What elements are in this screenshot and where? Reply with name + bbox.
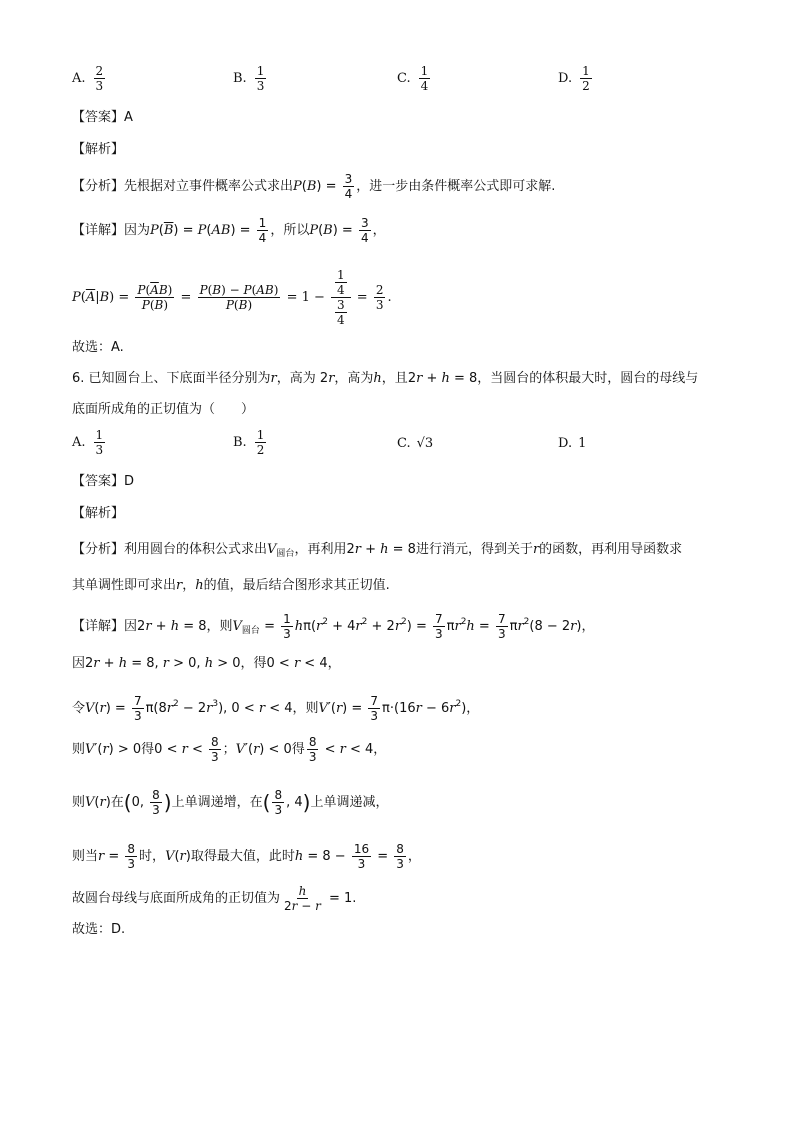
q6-fenxi: 【分析】利用圆台的体积公式求出$V_{圆台}$，再利用2r + h = 8进行消元，得到关于r的函数，再利用导函数求 [72,542,683,559]
detail-text: ，则 [206,619,233,634]
fraction: $\frac{P(B) - P(AB)}{P(B)}$ [199,283,279,312]
fenxi-text: 的函数，再利用导函数求 [539,542,683,557]
detail-text: 上单调递增，在 [171,795,263,810]
detail-text: 得 [141,742,155,757]
detail-text: 因 [72,656,86,671]
answer-value: D [124,474,135,489]
option-letter: C. [397,71,411,86]
q6-analysis-tag [72,504,754,524]
q5-choose [72,338,754,358]
detail-label: 【详解】 [72,619,125,634]
fenxi-text: ，再利用 [294,542,347,557]
detail-text: 时， [139,849,166,864]
q5-fenxi: 【分析】先根据对立事件概率公式求出P(B) = $\frac{3}{4}$ ，进一步由条件概率公式即可求解. [72,172,556,201]
q5-option-d [558,64,594,93]
option-letter: A. [72,71,86,86]
detail-label: 【详解】 [72,223,125,238]
choose-text: 故选：D. [72,922,126,937]
detail-text: 则当 [72,849,99,864]
analysis-label: 【解析】 [72,142,125,157]
choose-text: 故选：A. [72,340,124,355]
option-text: √3 [416,436,434,451]
detail-text: 则 [72,742,86,757]
fraction: $\frac{3}{4}$ [344,172,353,201]
option-fraction: $\frac{1}{4}$ [420,64,429,93]
stem-text: ，且 [381,371,408,386]
q6-detail-1: 【详解】因2r + h = 8，则$V_{圆台}$ = $\frac{1}{3}$ $h\pi(r^2 + 4r^2 + 2r^2)$ = $\frac{7}{3}$ $\pi r^2h$ = $\frac{7}{3}$ $\pi r^2(8 - 2r)$， [72,612,595,641]
option-letter: D. [558,436,573,451]
q6-detail-4: 则V′(r) > 0得0 < r < $\frac{8}{3}$ ；V′(r) < 0得 $\frac{8}{3}$ < r < 4， [72,735,387,764]
option-fraction: $\frac{2}{3}$ [95,64,104,93]
q5-option-c [397,64,432,93]
fraction: $\frac{3}{4}$ [360,216,369,245]
q6-stem: 6. 已知圆台上、下底面半径分别为r，高为 2r，高为h，且2r + h = 8，当圆台的体积最大时，圆台的母线与 [72,371,699,386]
stem-text: ，当圆台的体积最大时，圆台的母线与 [477,371,699,386]
q6-detail-7: 故圆台母线与底面所成角的正切值为 $\frac{h}{2r - r}$ = 1. [72,884,357,913]
q6-option-a [72,428,107,457]
detail-text: ，所以 [270,223,310,238]
option-letter: D. [558,71,573,86]
option-letter: B. [233,435,247,450]
detail-text: ， [372,223,386,238]
fenxi-text: 进行消元，得到关于 [415,542,533,557]
fenxi-text: 其单调性即可求出 [72,578,177,593]
answer-tag: 【答案】 [72,110,125,125]
q5-option-a [72,64,107,93]
detail-text: 因为 [124,223,151,238]
detail-text: 取得最大值，此时 [190,849,295,864]
answer-value: A [124,110,133,125]
q6-detail-2: 因2r + h = 8, r > 0, h > 0，得0 < r < 4， [72,656,341,671]
option-letter: C. [397,436,411,451]
q5-analysis-tag [72,140,754,160]
fenxi-label: 【分析】 [72,542,125,557]
q5-detail: 【详解】因为$P(\overline{B}) = P(AB)$ = $\frac{1}{4}$ ，所以P(B) = $\frac{3}{4}$ ， [72,216,386,245]
analysis-label: 【解析】 [72,506,125,521]
stem-text: 6. 已知圆台上、下底面半径分别为 [72,371,271,386]
q6-option-d [558,436,586,451]
option-fraction: $\frac{1}{2}$ [582,64,590,93]
detail-text: ； [222,742,236,757]
fenxi-text: ，进一步由条件概率公式即可求解. [356,179,556,194]
fraction: $\frac{\frac{1}{4}}{\frac{3}{4}}$ [331,268,351,327]
formula: P [293,179,302,194]
detail-text: ，得 [240,656,267,671]
fenxi-label: 【分析】 [72,179,125,194]
detail-text: 在 [110,795,124,810]
detail-text: 上单调递减， [310,795,389,810]
stem-text: 底面所成角的正切值为（ ） [72,402,255,417]
stem-text: ，高为 [276,371,316,386]
q6-choose [72,920,754,940]
fraction: $\frac{P(\overline{A}B)}{P(B)}$ [137,283,173,312]
q5-answer [72,108,754,128]
option-text: 1 [578,436,587,451]
q6-detail-3: 令V(r) = $\frac{7}{3}$ $\pi(8r^2 - 2r^3)$, 0 < r < 4，则V′(r) = $\frac{7}{3}$ $\pi\cdot(16r - 6r^2)$， [72,694,480,723]
detail-text: 故圆台母线与底面所成角的正切值为 [72,891,281,906]
q6-option-b [233,428,268,457]
answer-tag: 【答案】 [72,474,125,489]
detail-text: 则 [72,795,86,810]
option-letter: A. [72,435,86,450]
stem-text: ，高为 [334,371,374,386]
q6-stem-line2 [72,400,754,420]
subscript: 圆台 [276,549,295,559]
detail-text: 因 [124,619,138,634]
q6-option-c [397,436,433,451]
q6-detail-6: 则当r = $\frac{8}{3}$ 时，V(r)取得最大值，此时h = 8 − $\frac{16}{3}$ = $\frac{8}{3}$ ， [72,842,421,871]
option-fraction: $\frac{1}{3}$ [256,64,265,93]
option-fraction: $\frac{1}{3}$ [95,428,104,457]
detail-text: 令 [72,701,86,716]
q5-formula-block: $P(\overline{A}|B)$ = $\frac{P(\overline{A}B)}{P(B)}$ = $\frac{P(B) - P(AB)}{P(B)}$ = 1 − $\frac{\frac{1}{4}}{\frac{3}{4}}$ = $\frac{2}{3}$ . [72,268,392,327]
q6-answer [72,472,754,492]
detail-text: ，则 [292,701,319,716]
option-fraction: $\frac{1}{2}$ [256,428,265,457]
q5-option-b [233,64,268,93]
option-letter: B. [233,71,247,86]
fenxi-text: ， [182,578,196,593]
q6-fenxi-line2: 其单调性即可求出r，h的值，最后结合图形求其正切值. [72,578,390,593]
q6-detail-5: 则V(r)在(0, $\frac{8}{3}$ )上单调递增，在( $\frac{8}{3}$ , 4)上单调递减， [72,788,389,817]
fraction: $\frac{1}{4}$ [258,216,267,245]
fenxi-text: 利用圆台的体积公式求出 [124,542,268,557]
fenxi-text: 的值，最后结合图形求其正切值. [203,578,390,593]
fenxi-text: 先根据对立事件概率公式求出 [124,179,294,194]
detail-text: 得 [291,742,305,757]
fraction: $\frac{2}{3}$ [375,283,384,312]
